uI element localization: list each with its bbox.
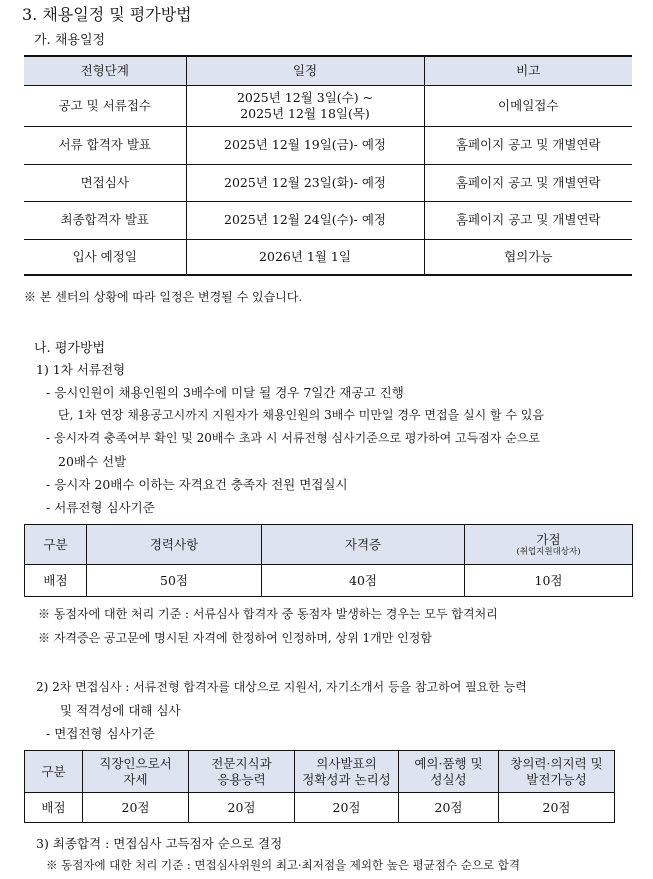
score-cell: 20점 [83, 793, 189, 823]
stage1-line: - 서류전형 심사기준 [46, 500, 155, 515]
interview-header-knowledge: 전문지식과 응용능력 [189, 751, 295, 793]
evaluation-heading: 나. 평가방법 [34, 341, 106, 356]
note-cell: 협의가능 [424, 239, 632, 275]
schedule-header-note: 비고 [424, 56, 632, 85]
score-cell: 20점 [399, 793, 499, 823]
interview-header-creativity: 창의력·의지력 및 발전가능성 [499, 751, 615, 793]
schedule-row [24, 85, 632, 126]
table-row [25, 565, 633, 597]
score-cell: 20점 [499, 793, 615, 823]
stage1-line: 단, 1차 연장 채용공고시까지 지원자가 채용인원의 3배수 미만일 경우 면접을 실시 할 수 있음 [58, 408, 544, 422]
interview-criteria-table [24, 750, 615, 823]
stage2-line: 2) 2차 면접심사 : 서류전형 합격자를 대상으로 지원서, 자기소개서 등을 참고하여 필요한 능력 [36, 680, 527, 694]
score-cell: 10점 [465, 565, 633, 597]
schedule-heading: 가. 채용일정 [34, 33, 106, 48]
criteria-header-bonus: 가점 (취업지원대상자) [465, 525, 633, 565]
row-label: 배점 [25, 793, 83, 823]
stage1-line: - 응시자격 충족여부 확인 및 20배수 초과 시 서류전형 심사기준으로 평가하여 고득점자 순으로 [46, 431, 541, 445]
schedule-header-stage: 전형단계 [24, 56, 186, 85]
document-criteria-table [24, 524, 633, 597]
stage-cell: 최종합격자 발표 [24, 201, 186, 239]
schedule-footnote: ※ 본 센터의 상황에 따라 일정은 변경될 수 있습니다. [24, 290, 303, 304]
score-cell: 20점 [189, 793, 295, 823]
criteria-header-category: 구분 [25, 525, 87, 565]
score-cell: 20점 [295, 793, 399, 823]
date-cell: 2025년 12월 3일(수) ~ 2025년 12월 18일(목) [186, 85, 424, 126]
date-cell: 2025년 12월 24일(수)- 예정 [186, 201, 424, 239]
section-title: 3. 채용일정 및 평가방법 [22, 5, 192, 24]
interview-header-manners: 예의·품행 및 성실성 [399, 751, 499, 793]
score-cell: 50점 [87, 565, 262, 597]
score-cell: 40점 [262, 565, 465, 597]
stage-cell: 면접심사 [24, 164, 186, 201]
date-cell: 2025년 12월 23일(화)- 예정 [186, 164, 424, 201]
criteria-header-license: 자격증 [262, 525, 465, 565]
schedule-header-date: 일정 [186, 56, 424, 85]
note-cell: 홈페이지 공고 및 개별연락 [424, 201, 632, 239]
stage3-line: 3) 최종합격 : 면접심사 고득점자 순으로 결정 [36, 836, 283, 851]
stage1-title: 1) 1차 서류전형 [36, 362, 126, 377]
note-cell: 홈페이지 공고 및 개별연락 [424, 164, 632, 201]
date-cell: 2025년 12월 19일(금)- 예정 [186, 126, 424, 164]
schedule-table [24, 55, 632, 276]
schedule-row [24, 201, 632, 239]
stage-cell: 공고 및 서류접수 [24, 85, 186, 126]
schedule-row [24, 164, 632, 201]
stage1-line: - 응시자 20배수 이하는 자격요건 충족자 전원 면접실시 [46, 477, 348, 492]
interview-header-category: 구분 [25, 751, 83, 793]
stage-cell: 서류 합격자 발표 [24, 126, 186, 164]
stage1-line: - 응시인원이 채용인원의 3배수에 미달 될 경우 7일간 재공고 진행 [46, 385, 404, 400]
note-cell: 이메일접수 [424, 85, 632, 126]
row-label: 배점 [25, 565, 87, 597]
stage1-note: ※ 자격증은 공고문에 명시된 자격에 한정하여 인정하며, 상위 1개만 인정함 [38, 631, 432, 645]
criteria-header-career: 경력사항 [87, 525, 262, 565]
stage2-line: - 면접전형 심사기준 [46, 726, 155, 741]
note-cell: 홈페이지 공고 및 개별연락 [424, 126, 632, 164]
stage-cell: 입사 예정일 [24, 239, 186, 275]
schedule-row [24, 239, 632, 275]
date-cell: 2026년 1월 1일 [186, 239, 424, 275]
interview-header-attitude: 직장인으로서 자세 [83, 751, 189, 793]
stage1-line: 20배수 선발 [58, 454, 127, 469]
table-row [25, 793, 615, 823]
stage2-line: 및 적격성에 대해 심사 [60, 703, 181, 718]
interview-header-presentation: 의사발표의 정확성과 논리성 [295, 751, 399, 793]
stage1-note: ※ 동점자에 대한 처리 기준 : 서류심사 합격자 중 동점자 발생하는 경우는 모두 합격처리 [38, 607, 498, 621]
schedule-row [24, 126, 632, 164]
stage3-note: ※ 동점자에 대한 처리 기준 : 면접심사위원의 최고·최저점을 제외한 높은 평균점수 순으로 합격 [46, 858, 520, 872]
